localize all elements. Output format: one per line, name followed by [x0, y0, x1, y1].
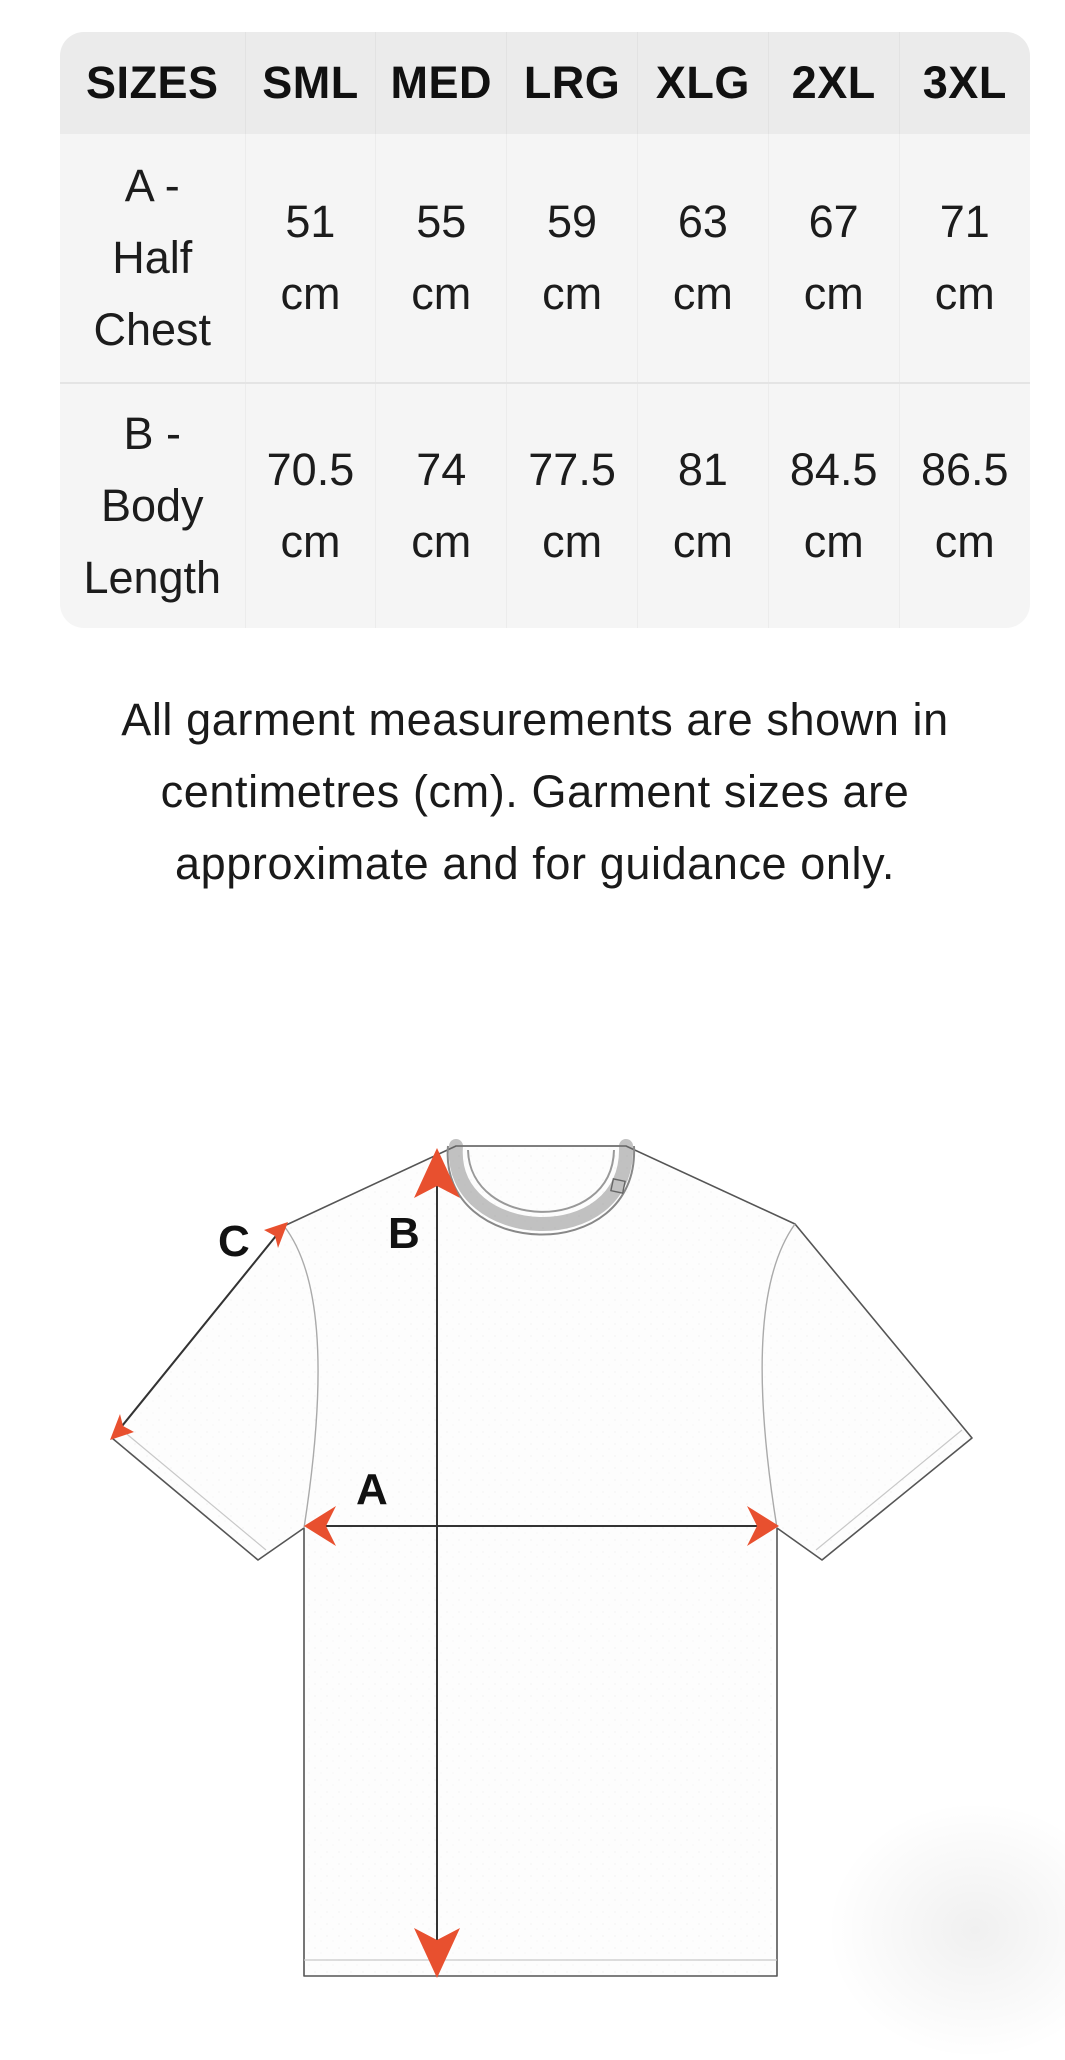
label-line: Body: [100, 480, 204, 531]
cell-value: 77.5: [528, 444, 616, 495]
size-chart-table: [60, 32, 1030, 628]
cell-unit: cm: [411, 516, 472, 567]
label-line: Length: [83, 552, 222, 603]
disclaimer-line: approximate and for guidance only.: [174, 838, 895, 889]
cell-body-length-lrg: [507, 383, 638, 628]
table-row-body-length: [60, 383, 1030, 628]
label-line: Chest: [93, 304, 212, 355]
header-size-med: MED: [376, 32, 507, 134]
row-label-half-chest: [60, 134, 245, 383]
table-row-half-chest: [60, 134, 1030, 383]
cell-body-length-sml: [245, 383, 376, 628]
tshirt-outline: [112, 1146, 972, 1976]
cell-half-chest-med: [376, 134, 507, 383]
header-size-sml: SML: [245, 32, 376, 134]
cell-unit: cm: [803, 516, 864, 567]
cell-value: 59: [547, 196, 598, 247]
cell-body-length-xlg: [637, 383, 768, 628]
label-b: B: [388, 1209, 420, 1258]
cell-unit: cm: [803, 268, 864, 319]
cell-unit: cm: [280, 268, 341, 319]
cell-half-chest-xlg: [637, 134, 768, 383]
label-line: B -: [123, 408, 182, 459]
cell-value: 84.5: [789, 444, 878, 495]
cell-unit: cm: [542, 268, 603, 319]
header-sizes-label: SIZES: [60, 32, 245, 134]
cell-half-chest-2xl: [768, 134, 899, 383]
header-size-2xl: 2XL: [768, 32, 899, 134]
row-label-body-length: [60, 383, 245, 628]
cell-unit: cm: [411, 268, 472, 319]
cell-body-length-2xl: [768, 383, 899, 628]
measurement-disclaimer: [40, 684, 1030, 900]
label-c: C: [218, 1217, 250, 1266]
tshirt-measurement-diagram: [0, 1080, 1065, 2020]
cell-value: 67: [808, 196, 859, 247]
cell-half-chest-sml: [245, 134, 376, 383]
cell-unit: cm: [672, 516, 733, 567]
cell-value: 70.5: [266, 444, 355, 495]
cell-unit: cm: [672, 268, 733, 319]
label-a: A: [356, 1465, 388, 1514]
cell-value: 71: [939, 196, 990, 247]
cell-half-chest-lrg: [507, 134, 638, 383]
size-header-row: [60, 32, 1030, 134]
label-line: Half: [112, 232, 193, 283]
cell-value: 51: [285, 196, 336, 247]
cell-unit: cm: [934, 516, 995, 567]
disclaimer-line: centimetres (cm). Garment sizes are: [160, 766, 910, 817]
header-size-3xl: 3XL: [899, 32, 1030, 134]
cell-value: 86.5: [921, 444, 1009, 495]
label-line: A -: [124, 160, 180, 211]
cell-value: 63: [677, 196, 728, 247]
cell-unit: cm: [280, 516, 341, 567]
cell-value: 74: [416, 444, 467, 495]
cell-value: 81: [677, 444, 728, 495]
disclaimer-line: All garment measurements are shown in: [121, 694, 949, 745]
header-size-lrg: LRG: [507, 32, 638, 134]
cell-body-length-med: [376, 383, 507, 628]
cell-unit: cm: [934, 268, 995, 319]
cell-half-chest-3xl: [899, 134, 1030, 383]
header-size-xlg: XLG: [637, 32, 768, 134]
cell-unit: cm: [542, 516, 603, 567]
cell-value: 55: [416, 196, 467, 247]
cell-body-length-3xl: [899, 383, 1030, 628]
